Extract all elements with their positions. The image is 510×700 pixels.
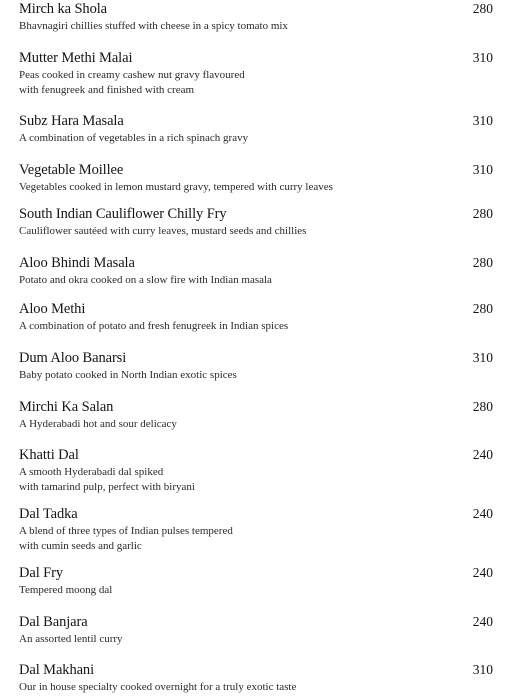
dish-price: 310 bbox=[472, 350, 493, 365]
dish-description bbox=[19, 131, 493, 146]
menu-item bbox=[19, 447, 493, 494]
menu-item bbox=[19, 162, 493, 195]
dish-name: South Indian Cauliflower Chilly Fry bbox=[19, 206, 227, 222]
menu-item bbox=[19, 255, 493, 288]
dish-price: 240 bbox=[472, 506, 493, 521]
menu-item bbox=[19, 50, 493, 97]
dish-price: 310 bbox=[472, 662, 493, 677]
menu-item bbox=[19, 662, 493, 695]
menu-item bbox=[19, 206, 493, 239]
dish-description bbox=[19, 632, 493, 647]
description-line: with fenugreek and finished with cream bbox=[19, 83, 195, 96]
description-line: Vegetables cooked in lemon mustard gravy, tempered with curry leaves bbox=[19, 181, 333, 193]
dish-name: Dal Tadka bbox=[19, 506, 78, 522]
dish-price: 280 bbox=[472, 255, 493, 270]
menu-item bbox=[19, 565, 493, 598]
dish-name: Khatti Dal bbox=[19, 447, 79, 463]
dish-description bbox=[19, 368, 493, 383]
dish-name: Dal Makhani bbox=[19, 662, 95, 678]
dish-description bbox=[19, 68, 493, 97]
dish-description bbox=[19, 180, 493, 195]
dish-price: 280 bbox=[472, 1, 493, 16]
dish-name: Dal Banjara bbox=[19, 614, 88, 630]
description-line: An assorted lentil curry bbox=[19, 633, 123, 645]
description-line: with tamarind pulp, perfect with biryani bbox=[19, 480, 195, 493]
menu-item bbox=[19, 399, 493, 432]
dish-description bbox=[19, 19, 493, 34]
menu-item bbox=[19, 113, 493, 146]
dish-description bbox=[19, 273, 493, 288]
description-line: Tempered moong dal bbox=[19, 584, 113, 596]
dish-name: Dum Aloo Banarsi bbox=[19, 350, 127, 366]
description-line: A blend of three types of Indian pulses tempered bbox=[19, 525, 233, 537]
dish-price: 240 bbox=[472, 447, 493, 462]
dish-price: 280 bbox=[472, 399, 493, 414]
dish-description bbox=[19, 319, 493, 334]
description-line: Peas cooked in creamy cashew nut gravy flavoured bbox=[19, 69, 245, 81]
dish-name: Subz Hara Masala bbox=[19, 113, 124, 129]
description-line: Bhavnagiri chillies stuffed with cheese in a spicy tomato mix bbox=[19, 20, 288, 32]
menu-item bbox=[19, 301, 493, 334]
menu-item bbox=[19, 1, 493, 34]
dish-price: 240 bbox=[472, 614, 493, 629]
dish-price: 280 bbox=[472, 301, 493, 316]
description-line: Potato and okra cooked on a slow fire with Indian masala bbox=[19, 274, 272, 286]
dish-name: Aloo Methi bbox=[19, 301, 86, 317]
description-line: A smooth Hyderabadi dal spiked bbox=[19, 466, 164, 478]
dish-name: Vegetable Moillee bbox=[19, 162, 124, 178]
menu-item bbox=[19, 506, 493, 553]
description-line: with cumin seeds and garlic bbox=[19, 539, 142, 552]
dish-name: Mirch ka Shola bbox=[19, 1, 108, 17]
dish-name: Mirchi Ka Salan bbox=[19, 399, 114, 415]
dish-description bbox=[19, 583, 493, 598]
dish-name: Aloo Bhindi Masala bbox=[19, 255, 135, 271]
dish-name: Dal Fry bbox=[19, 565, 64, 581]
description-line: Cauliflower sautéed with curry leaves, mustard seeds and chillies bbox=[19, 225, 307, 237]
dish-description bbox=[19, 680, 493, 695]
menu-item bbox=[19, 350, 493, 383]
description-line: A combination of vegetables in a rich spinach gravy bbox=[19, 132, 249, 144]
description-line: A combination of potato and fresh fenugreek in Indian spices bbox=[19, 320, 289, 332]
description-line: Baby potato cooked in North Indian exotic spices bbox=[19, 369, 237, 381]
dish-name: Mutter Methi Malai bbox=[19, 50, 133, 66]
dish-price: 310 bbox=[472, 113, 493, 128]
dish-price: 310 bbox=[472, 162, 493, 177]
description-line: Our in house specialty cooked overnight for a truly exotic taste bbox=[19, 681, 297, 693]
dish-price: 240 bbox=[472, 565, 493, 580]
dish-description bbox=[19, 465, 493, 494]
dish-price: 280 bbox=[472, 206, 493, 221]
dish-price: 310 bbox=[472, 50, 493, 65]
dish-description bbox=[19, 417, 493, 432]
menu-item bbox=[19, 614, 493, 647]
description-line: A Hyderabadi hot and sour delicacy bbox=[19, 418, 177, 430]
dish-description bbox=[19, 524, 493, 553]
dish-description bbox=[19, 224, 493, 239]
